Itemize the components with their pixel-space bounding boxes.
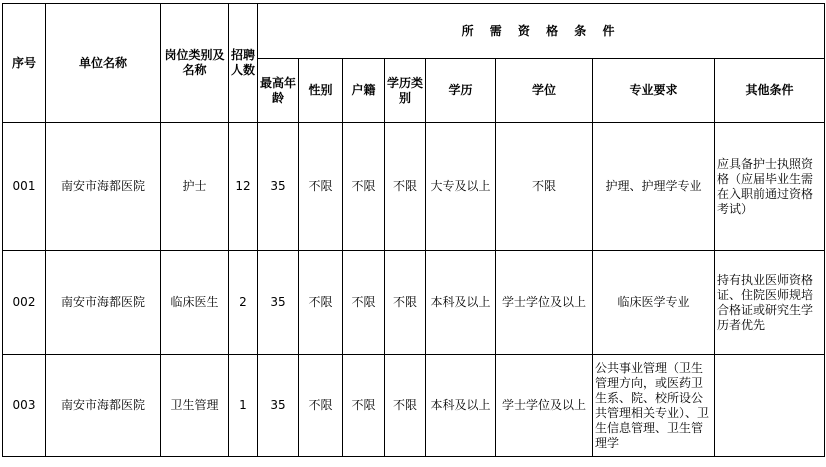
header-age: 最高年龄 [258,59,299,123]
header-other: 其他条件 [715,59,825,123]
cell-degree: 学士学位及以上 [496,355,593,457]
cell-seq: 001 [3,123,46,251]
cell-recruit: 2 [229,251,258,355]
header-degree: 学位 [496,59,593,123]
cell-recruit: 1 [229,355,258,457]
cell-degree: 不限 [496,123,593,251]
cell-edu-type: 不限 [385,355,426,457]
cell-degree: 学士学位及以上 [496,251,593,355]
table-row [3,123,825,251]
cell-edu: 大专及以上 [426,123,496,251]
cell-major: 护理、护理学专业 [593,123,715,251]
header-position: 岗位类别及名称 [161,4,229,123]
cell-edu: 本科及以上 [426,251,496,355]
header-requirements: 所 需 资 格 条 件 [258,4,825,59]
cell-position: 护士 [161,123,229,251]
cell-age: 35 [258,123,299,251]
cell-unit: 南安市海都医院 [46,355,161,457]
cell-gender: 不限 [299,123,343,251]
cell-hukou: 不限 [343,251,385,355]
cell-hukou: 不限 [343,355,385,457]
header-hukou: 户籍 [343,59,385,123]
header-gender: 性别 [299,59,343,123]
cell-unit: 南安市海都医院 [46,123,161,251]
header-seq: 序号 [3,4,46,123]
recruitment-table [2,3,825,457]
table-row [3,355,825,457]
cell-gender: 不限 [299,251,343,355]
header-edu: 学历 [426,59,496,123]
cell-position: 卫生管理 [161,355,229,457]
cell-gender: 不限 [299,355,343,457]
cell-other: 应具备护士执照资格（应届毕业生需在入职前通过资格考试） [715,123,825,251]
cell-major: 临床医学专业 [593,251,715,355]
cell-age: 35 [258,355,299,457]
cell-age: 35 [258,251,299,355]
cell-other [715,355,825,457]
cell-edu-type: 不限 [385,251,426,355]
header-edu-type: 学历类别 [385,59,426,123]
cell-unit: 南安市海都医院 [46,251,161,355]
cell-edu: 本科及以上 [426,355,496,457]
header-unit: 单位名称 [46,4,161,123]
cell-seq: 003 [3,355,46,457]
cell-major: 公共事业管理（卫生管理方向，或医药卫生系、院、校所设公共管理相关专业）、卫生信息管理、卫生管理学 [593,355,715,457]
cell-seq: 002 [3,251,46,355]
cell-recruit: 12 [229,123,258,251]
table-row [3,251,825,355]
header-major: 专业要求 [593,59,715,123]
header-recruit: 招聘人数 [229,4,258,123]
header-row-1 [3,4,825,59]
cell-other: 持有执业医师资格证、住院医师规培合格证或研究生学历者优先 [715,251,825,355]
cell-hukou: 不限 [343,123,385,251]
cell-edu-type: 不限 [385,123,426,251]
cell-position: 临床医生 [161,251,229,355]
